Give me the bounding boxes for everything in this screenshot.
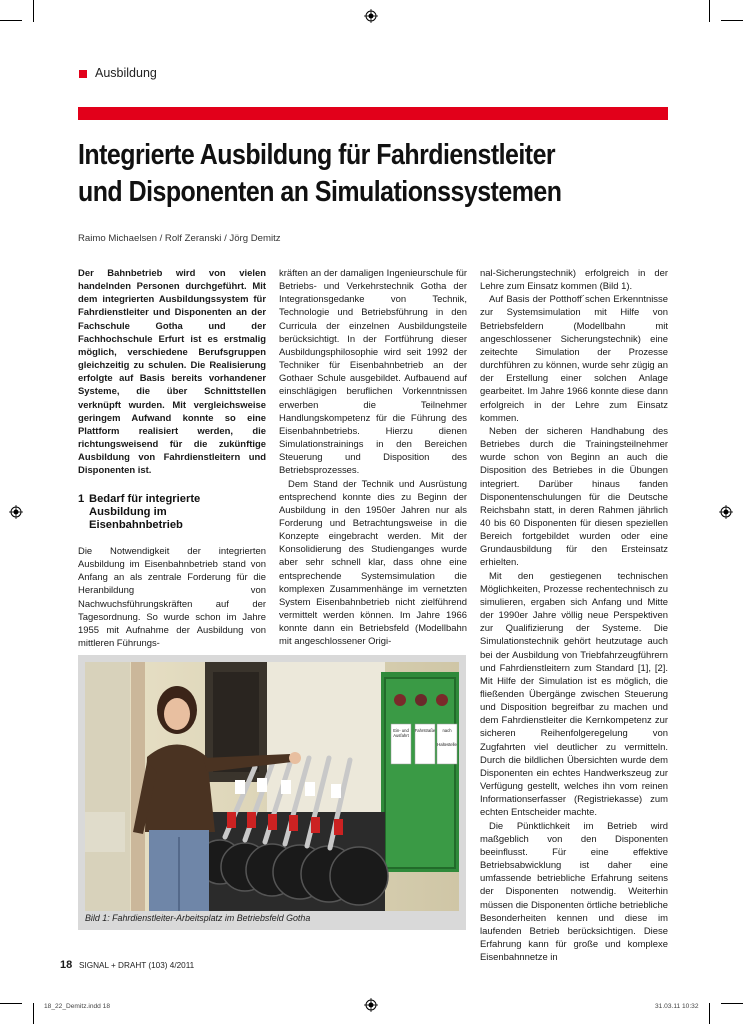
journal-reference: SIGNAL + DRAHT (103) 4/2011	[79, 961, 195, 970]
print-slug-date: 31.03.11 10:32	[655, 1003, 699, 1010]
registration-mark-icon	[719, 505, 733, 519]
body-paragraph: Mit den gestiegenen technischen Möglichkeiten, Prozesse rechentechnisch zu simulieren, ergaben sich Anfang und Mitte der 1990er Jahre völlig neue Perspektiven zur Qualifizierung der Systeme. Die Simulationstechnik gehört heutzutage auch bei der Ausbildung von Triebfahrzeugführern und Fahrdienstleitern zum Standard [1], [2]. Mit Hilfe der Simulation ist es möglich, die fließenden Übergänge zwischen Steuerung und Disposition begreifbar zu machen und dem Fahrdienstleiter die Kernkompetenz zur sicheren Reihenfolgeregelung von Zugfahrten viel deutlicher zu vermitteln. Durch die bildlichen Übersichten wurde dem Disponenten ein echtes Handwerkszeug zur Verfügung gestellt, welches ihn vom reinen Informationserfasser (Registriekasse) zum echten Entscheider machte.	[480, 570, 668, 819]
panel-sign-label: Fahrstraße	[414, 728, 436, 733]
photo-signal-box	[85, 662, 459, 911]
body-paragraph: nal-Sicherungstechnik) erfolgreich in der Lehre zum Einsatz kommen (Bild 1).	[480, 268, 668, 293]
panel-sign-label: nach	[442, 728, 452, 733]
column-3	[480, 267, 668, 964]
column-1	[78, 267, 266, 478]
body-paragraph: Die Notwendigkeit der integrierten Ausbildung im Eisenbahnbetrieb stand von Anfang an als zentrale Forderung für die Heranbildung von Nachwuchsführungskräften auf der Tagesordnung. So wurde schon im Jahre 1955 mit Aufnahme der Ausbildung von mittleren Führungs-	[78, 546, 266, 650]
body-paragraph: Die Pünktlichkeit im Betrieb wird maßgeblich von den Disponenten beeinflusst. Für eine effektive Betriebsabwicklung ist daher eine umfassende betriebliche Erfahrung seitens der Disponenten notwendig. Weiterhin müssen die Disponenten örtliche betriebliche Besonderheiten kennen und diese im laufenden Betrieb berücksichtigen. Diese Erfahrung kann für große und komplexe Eisenbahnnetze in	[480, 820, 668, 964]
article-title-line-2: und Disponenten an Simulationssystemen	[78, 176, 562, 208]
registration-mark-icon	[9, 505, 23, 519]
figure-1	[78, 655, 466, 930]
panel-sign-label: Ein- und Ausfahrt	[393, 728, 409, 738]
page-number: 18	[60, 959, 73, 971]
panel-sign-label: Haltestelle	[437, 742, 457, 747]
figure-caption: Bild 1: Fahrdienstleiter-Arbeitsplatz im Betriebsfeld Gotha	[85, 913, 311, 923]
article-title	[78, 137, 594, 211]
section-heading-number: 1	[78, 493, 85, 505]
article-authors: Raimo Michaelsen / Rolf Zeranski / Jörg Demitz	[78, 233, 281, 244]
photo-illustration	[85, 662, 459, 911]
body-paragraph: Dem Stand der Technik und Ausrüstung entsprechend konnte dies zu Beginn der Ausbildung in den 1950er Jahren nur als Forderung und Betrachtungsweise in die Konzepte eingebracht werden. Mit der Konsolidierung des Studienganges wurde aber sehr schnell klar, dass ohne eine entsprechende Systemsimulation die komplexen Zusammenhänge im vernetzten System Eisenbahnbetrieb nicht zielführend vermittelt werden können. Im Jahre 1966 konnte dann ein Betriebsfeld (Modellbahn mit angeschlossener Origi-	[279, 478, 467, 648]
section-heading-text: Bedarf für integrierte Ausbildung im Eisenbahnbetrieb	[89, 493, 201, 531]
section-marker-icon	[79, 70, 87, 78]
column-2	[279, 267, 467, 649]
red-divider-bar	[78, 107, 668, 120]
article-title-line-1: Integrierte Ausbildung für Fahrdienstleiter	[78, 139, 556, 171]
print-slug-file: 18_22_Demitz.indd 18	[44, 1003, 110, 1010]
body-paragraph: kräften an der damaligen Ingenieurschule für Betriebs- und Verkehrstechnik Gotha der Integrationsgedanke von Technik, Technologie und Betriebsführung in den Curricula der einzelnen Ausbildungsteile berücksichtigt. In der Fortführung dieser Ausbildungsphilosophie wird seit 1992 der Techniker für Eisenbahnbetrieb an der Gothaer Schule ausgebildet. Aufbauend auf einschlägigen beruflichen Vorkenntnissen erwerben die Teilnehmer Handlungskompetenz für die Führung des Eisenbahnbetriebs. Hierzu dienen Simulationstrainings in den Bereichen Steuerung und Disposition des Betriebsprozesses.	[279, 268, 467, 477]
registration-mark-icon	[364, 998, 378, 1012]
registration-mark-icon	[364, 9, 378, 23]
column-1-body	[78, 545, 266, 650]
body-paragraph: Auf Basis der Potthoff´schen Erkenntnisse zur Systemsimulation mit Hilfe von Betriebsfeldern (Modellbahn mit angeschlossener Sicherungstechnik) eine zeitechte Simulation der Prozesse durchführen zu können, wurde sehr zügig an der Erstellung einer solchen Anlage gearbeitet. Im Jahre 1966 konnte diese dann erfolgreich in der Lehre zum Einsatz kommen.	[480, 294, 668, 424]
lead-paragraph: Der Bahnbetrieb wird von vielen handelnden Personen durchgeführt. Mit dem integrierten Ausbildungssystem für Fahrdienstleiter und Disponenten an der Fachschule Gotha und der Fachhochschule Erfurt ist es erstmalig möglich, verschiedene Berufsgruppen gleichzeitig zu schulen. Die Realisierung erfolgte auf Basis bereits vorhandener Systeme, die über Schnittstellen verknüpft wurden. Mit vergleichsweise geringem Aufwand konnte so eine Plattform realisiert werden, die richtungsweisend für die zukünftige Ausbildung von Fahrdienstleitern und Disponenten ist.	[78, 268, 266, 477]
section-label: Ausbildung	[95, 66, 157, 80]
body-paragraph: Neben der sicheren Handhabung des Betriebes durch die Trainingsteilnehmer wurde schon von Beginn an auch die Disposition des Betriebes in die Übungen integriert. Darüber hinaus fanden Disponentenschulungen für die Deutsche Reichsbahn statt, in deren Rahmen jährlich 40 bis 60 Disponenten für diesen speziellen Bereich fortgebildet wurden oder eine Grundausbildung für den Ersteinsatz erhielten.	[480, 425, 668, 569]
